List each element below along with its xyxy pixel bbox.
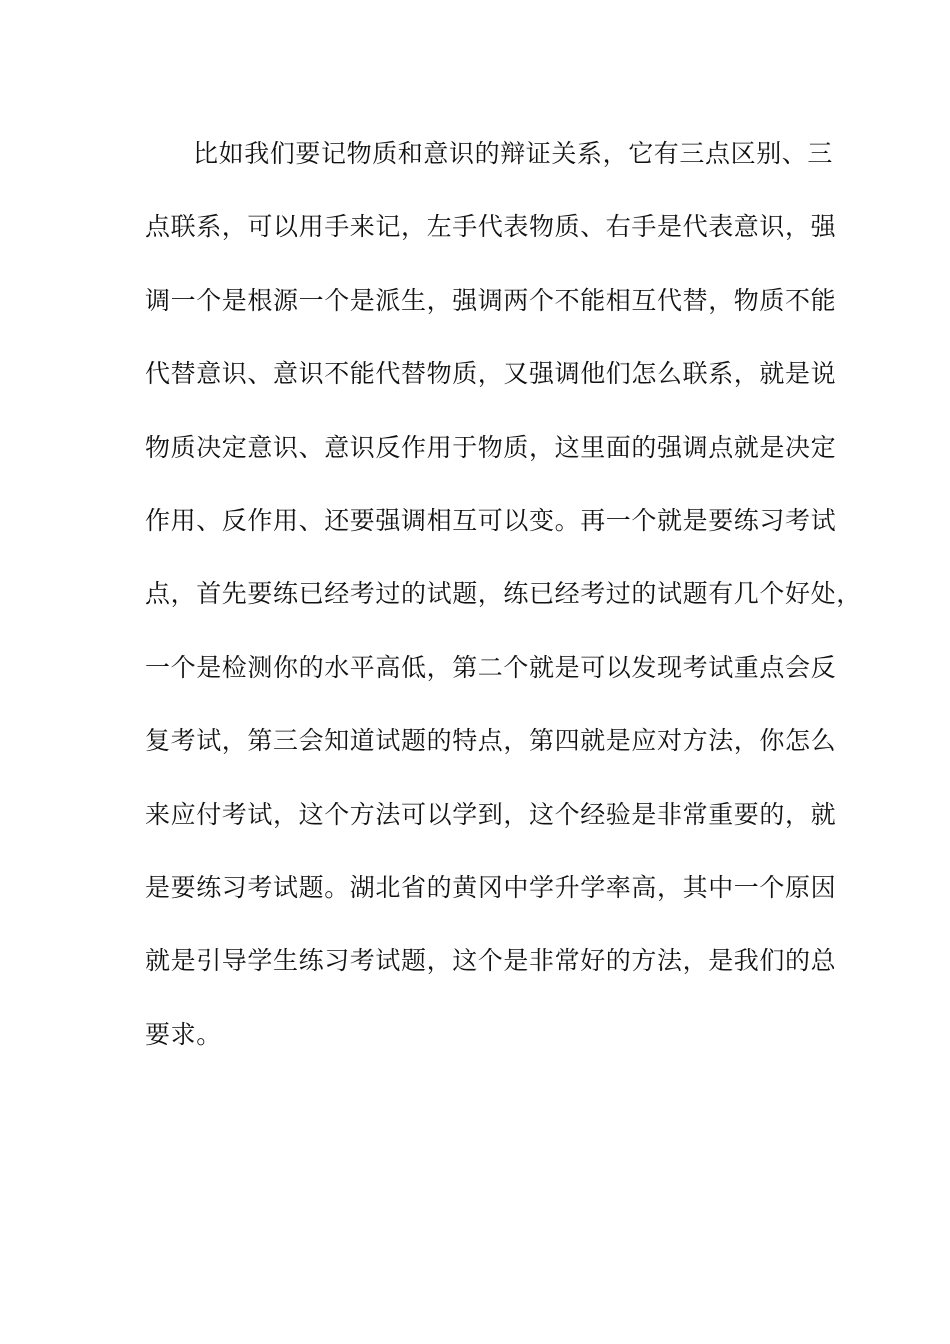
paragraph-line: 代替意识、意识不能代替物质，又强调他们怎么联系，就是说: [145, 359, 837, 389]
paragraph-line: 来应付考试，这个方法可以学到，这个经验是非常重要的，就: [145, 799, 837, 829]
paragraph-line: 比如我们要记物质和意识的辩证关系，它有三点区别、三: [193, 139, 834, 168]
paragraph-line: 点联系，可以用手来记，左手代表物质、右手是代表意识，强: [145, 212, 837, 242]
paragraph-line: 一个是检测你的水平高低，第二个就是可以发现考试重点会反: [145, 652, 837, 682]
paragraph-line: 复考试，第三会知道试题的特点，第四就是应对方法，你怎么: [145, 726, 837, 756]
paragraph-line: 点，首先要练已经考过的试题，练已经考过的试题有几个好处，: [145, 579, 862, 609]
paragraph-line: 是要练习考试题。湖北省的黄冈中学升学率高，其中一个原因: [145, 872, 837, 902]
paragraph-line: 要求。: [145, 1019, 222, 1049]
paragraph-line: 就是引导学生练习考试题，这个是非常好的方法，是我们的总: [145, 946, 837, 976]
paragraph-line: 物质决定意识、意识反作用于物质，这里面的强调点就是决定: [145, 432, 837, 462]
body-paragraph: [145, 131, 862, 1085]
paragraph-line: 作用、反作用、还要强调相互可以变。再一个就是要练习考试: [145, 505, 837, 535]
paragraph-line: 调一个是根源一个是派生，强调两个不能相互代替，物质不能: [145, 285, 837, 315]
